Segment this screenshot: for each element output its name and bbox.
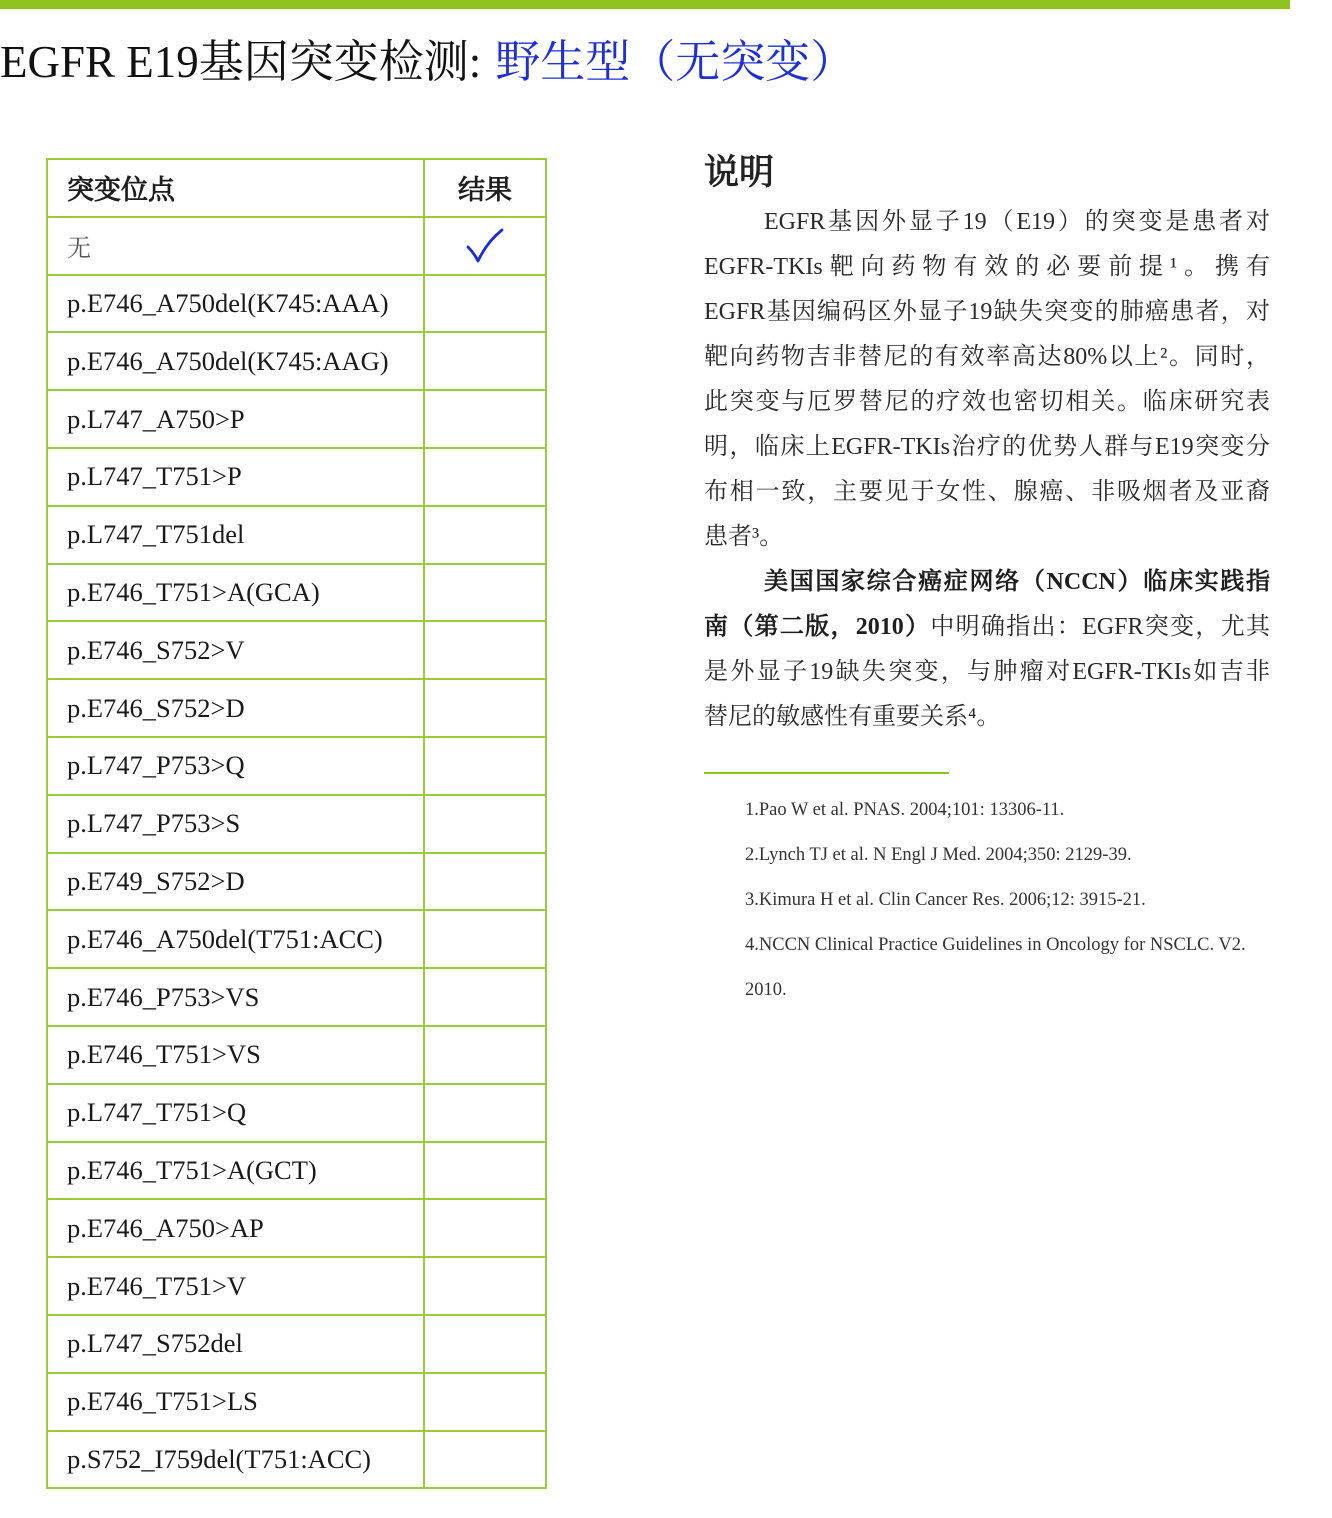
result-cell bbox=[424, 1315, 546, 1373]
table-header bbox=[47, 159, 546, 217]
mutation-site-cell: p.E746_T751>VS bbox=[47, 1026, 424, 1084]
paragraph-line: 明，临床上EGFR-TKIs治疗的优势人群与E19突变分 bbox=[704, 434, 1270, 460]
reference-item: 1.Pao W et al. PNAS. 2004;101: 13306-11. bbox=[745, 800, 1065, 820]
reference-item: 2.Lynch TJ et al. N Engl J Med. 2004;350: 2129-39. bbox=[745, 845, 1132, 865]
paragraph-line: 靶向药物吉非替尼的有效率高达80%以上²。同时， bbox=[704, 344, 1270, 370]
paragraph-line bbox=[704, 650, 1270, 695]
mutation-site-cell: p.E746_A750del(K745:AAA) bbox=[47, 275, 424, 333]
result-cell bbox=[424, 448, 546, 506]
header-result: 结果 bbox=[424, 159, 546, 217]
mutation-site-cell: p.E746_A750>AP bbox=[47, 1199, 424, 1257]
table-row bbox=[47, 737, 546, 795]
notes-paragraph bbox=[704, 200, 1270, 560]
table-row bbox=[47, 506, 546, 564]
mutation-site-cell: p.L747_T751>Q bbox=[47, 1084, 424, 1142]
paragraph-line: EGFR基因外显子19（E19）的突变是患者对 bbox=[764, 209, 1270, 235]
mutation-site-cell: p.L747_T751>P bbox=[47, 448, 424, 506]
references-list bbox=[704, 788, 1267, 1013]
table-row bbox=[47, 1257, 546, 1315]
mutation-site-cell: p.E746_S752>V bbox=[47, 621, 424, 679]
mutation-site-cell: p.S752_I759del(T751:ACC) bbox=[47, 1431, 424, 1489]
table-row bbox=[47, 679, 546, 737]
result-cell bbox=[424, 332, 546, 390]
result-cell bbox=[424, 217, 546, 275]
notes-section bbox=[704, 150, 1270, 1013]
mutation-site-cell: p.L747_P753>Q bbox=[47, 737, 424, 795]
paragraph-line: EGFR-TKIs靶向药物有效的必要前提¹。携有 bbox=[704, 254, 1270, 280]
title-result: 野生型（无突变） bbox=[495, 37, 856, 87]
paragraph-text: 中明确指出：EGFR突变，尤其 bbox=[930, 614, 1270, 640]
mutation-site-cell: p.E749_S752>D bbox=[47, 853, 424, 911]
paragraph-line bbox=[704, 695, 1270, 740]
paragraph-line: 此突变与厄罗替尼的疗效也密切相关。临床研究表 bbox=[704, 389, 1270, 415]
table-row bbox=[47, 968, 546, 1026]
reference-item: 4.NCCN Clinical Practice Guidelines in Oncology for NSCLC. V2. 2010. bbox=[745, 935, 1246, 1000]
reference-item: 3.Kimura H et al. Clin Cancer Res. 2006;12: 3915-21. bbox=[745, 890, 1146, 910]
table-row bbox=[47, 1142, 546, 1200]
table-header-row bbox=[47, 159, 546, 217]
header-mutation-site: 突变位点 bbox=[47, 159, 424, 217]
paragraph-line: 布相一致，主要见于女性、腺癌、非吸烟者及亚裔 bbox=[704, 479, 1270, 505]
result-cell bbox=[424, 390, 546, 448]
mutation-site-cell: p.L747_P753>S bbox=[47, 795, 424, 853]
paragraph-line: EGFR基因编码区外显子19缺失突变的肺癌患者，对 bbox=[704, 299, 1270, 325]
result-cell bbox=[424, 1084, 546, 1142]
mutation-site-cell: p.L747_A750>P bbox=[47, 390, 424, 448]
table-row bbox=[47, 217, 546, 275]
table-row bbox=[47, 1199, 546, 1257]
result-cell bbox=[424, 1257, 546, 1315]
mutation-table bbox=[46, 158, 547, 1489]
mutation-site-cell: p.E746_T751>A(GCT) bbox=[47, 1142, 424, 1200]
result-cell bbox=[424, 853, 546, 911]
table-row bbox=[47, 910, 546, 968]
title-label: EGFR E19基因突变检测: bbox=[0, 37, 482, 87]
result-cell bbox=[424, 1026, 546, 1084]
check-stroke bbox=[468, 230, 502, 261]
table-row bbox=[47, 1084, 546, 1142]
mutation-site-cell: p.E746_A750del(K745:AAG) bbox=[47, 332, 424, 390]
notes-paragraph bbox=[704, 560, 1270, 740]
result-cell bbox=[424, 910, 546, 968]
result-cell bbox=[424, 737, 546, 795]
mutation-site-cell: p.E746_A750del(T751:ACC) bbox=[47, 910, 424, 968]
paragraph-text: 替尼的敏感性有重要关系⁴。 bbox=[704, 704, 1001, 730]
paragraph-line bbox=[704, 605, 1270, 650]
table-row bbox=[47, 564, 546, 622]
result-cell bbox=[424, 1199, 546, 1257]
mutation-site-cell: p.L747_T751del bbox=[47, 506, 424, 564]
top-accent-bar bbox=[0, 0, 1290, 9]
result-cell bbox=[424, 968, 546, 1026]
table-row bbox=[47, 1026, 546, 1084]
result-cell bbox=[424, 1431, 546, 1489]
table-row bbox=[47, 1373, 546, 1431]
table-row bbox=[47, 390, 546, 448]
result-cell bbox=[424, 795, 546, 853]
result-cell bbox=[424, 679, 546, 737]
paragraph-emphasis: 美国国家综合癌症网络（NCCN）临床实践指 bbox=[764, 569, 1270, 595]
table-row bbox=[47, 1431, 546, 1489]
result-cell bbox=[424, 1142, 546, 1200]
mutation-site-cell: p.E746_T751>V bbox=[47, 1257, 424, 1315]
result-cell bbox=[424, 1373, 546, 1431]
mutation-site-cell: p.E746_T751>LS bbox=[47, 1373, 424, 1431]
table-row bbox=[47, 332, 546, 390]
mutation-site-cell: p.L747_S752del bbox=[47, 1315, 424, 1373]
mutation-site-cell: p.E746_S752>D bbox=[47, 679, 424, 737]
result-cell bbox=[424, 621, 546, 679]
references-divider bbox=[704, 772, 949, 774]
table-row bbox=[47, 853, 546, 911]
check-icon bbox=[465, 228, 505, 264]
page-title bbox=[0, 35, 855, 89]
mutation-site-cell: p.E746_P753>VS bbox=[47, 968, 424, 1026]
result-cell bbox=[424, 564, 546, 622]
table-row bbox=[47, 275, 546, 333]
table-body bbox=[47, 217, 546, 1489]
mutation-site-cell: p.E746_T751>A(GCA) bbox=[47, 564, 424, 622]
paragraph-line bbox=[704, 560, 1270, 605]
paragraph-emphasis: 南（第二版，2010） bbox=[704, 614, 931, 640]
result-cell bbox=[424, 506, 546, 564]
table-row bbox=[47, 448, 546, 506]
notes-heading: 说明 bbox=[704, 153, 775, 192]
paragraph-line: 患者³。 bbox=[704, 524, 784, 550]
result-cell bbox=[424, 275, 546, 333]
mutation-site-cell: 无 bbox=[47, 217, 424, 275]
table-row bbox=[47, 621, 546, 679]
table-row bbox=[47, 1315, 546, 1373]
table-row bbox=[47, 795, 546, 853]
paragraph-text: 是外显子19缺失突变，与肿瘤对EGFR-TKIs如吉非 bbox=[704, 659, 1270, 685]
